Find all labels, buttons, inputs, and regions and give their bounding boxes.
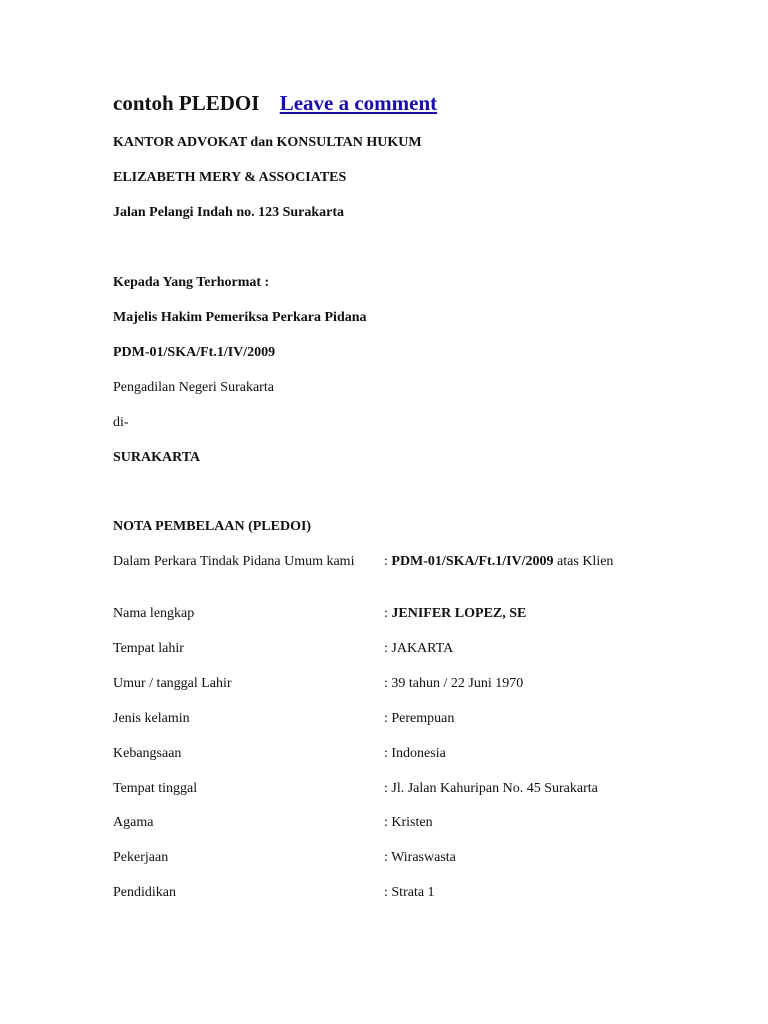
detail-label: Tempat lahir xyxy=(113,641,184,656)
detail-value xyxy=(384,676,523,692)
detail-label: Dalam Perkara Tindak Pidana Umum kami xyxy=(113,554,355,569)
detail-value-text: Indonesia xyxy=(391,746,446,761)
detail-label: Nama lengkap xyxy=(113,606,195,621)
detail-value-text: Kristen xyxy=(391,815,433,830)
recipient-city: SURAKARTA xyxy=(113,450,201,465)
detail-separator: : xyxy=(384,781,392,796)
recipient-court: Pengadilan Negeri Surakarta xyxy=(113,380,274,395)
letterhead-address: Jalan Pelangi Indah no. 123 Surakarta xyxy=(113,205,345,220)
detail-value xyxy=(384,554,613,570)
detail-separator: : xyxy=(384,554,392,569)
detail-separator: : xyxy=(384,850,392,865)
detail-value-bold: JENIFER LOPEZ, SE xyxy=(391,606,527,621)
detail-value-text: Strata 1 xyxy=(391,885,435,900)
detail-value xyxy=(384,711,454,727)
detail-separator: : xyxy=(384,885,392,900)
detail-label: Jenis kelamin xyxy=(113,711,190,726)
recipient-di: di- xyxy=(113,415,129,430)
recipient-case-number: PDM-01/SKA/Ft.1/IV/2009 xyxy=(113,345,276,360)
detail-value-text: Wiraswasta xyxy=(391,850,456,865)
detail-value-text: JAKARTA xyxy=(391,641,454,656)
recipient-salutation: Kepada Yang Terhormat : xyxy=(113,275,270,290)
detail-label: Agama xyxy=(113,815,154,830)
detail-value-text: atas Klien xyxy=(553,554,614,569)
detail-value-text: Jl. Jalan Kahuripan No. 45 Surakarta xyxy=(391,781,598,796)
detail-separator: : xyxy=(384,676,392,691)
detail-separator: : xyxy=(384,711,392,726)
detail-value xyxy=(384,815,433,831)
detail-value-bold: PDM-01/SKA/Ft.1/IV/2009 xyxy=(391,554,554,569)
detail-separator: : xyxy=(384,641,392,656)
detail-label: Umur / tanggal Lahir xyxy=(113,676,232,691)
detail-label: Pekerjaan xyxy=(113,850,169,865)
detail-value xyxy=(384,850,456,866)
detail-value-text: 39 tahun / 22 Juni 1970 xyxy=(391,676,524,691)
detail-label: Pendidikan xyxy=(113,885,176,900)
letterhead-office: KANTOR ADVOKAT dan KONSULTAN HUKUM xyxy=(113,135,422,150)
detail-value xyxy=(384,606,526,622)
detail-label: Kebangsaan xyxy=(113,746,182,761)
page-title: contoh PLEDOI xyxy=(113,91,260,115)
title-row xyxy=(113,90,437,116)
letterhead-firm: ELIZABETH MERY & ASSOCIATES xyxy=(113,170,347,185)
detail-value xyxy=(384,746,446,762)
detail-separator: : xyxy=(384,606,392,621)
detail-separator: : xyxy=(384,746,392,761)
detail-separator: : xyxy=(384,815,392,830)
detail-value xyxy=(384,641,453,657)
detail-value xyxy=(384,885,435,901)
nota-heading: NOTA PEMBELAAN (PLEDOI) xyxy=(113,519,312,534)
detail-value-text: Perempuan xyxy=(391,711,455,726)
recipient-panel: Majelis Hakim Pemeriksa Perkara Pidana xyxy=(113,310,367,325)
detail-label: Tempat tinggal xyxy=(113,781,198,796)
detail-value xyxy=(384,781,598,797)
leave-comment-link[interactable]: Leave a comment xyxy=(279,91,438,115)
